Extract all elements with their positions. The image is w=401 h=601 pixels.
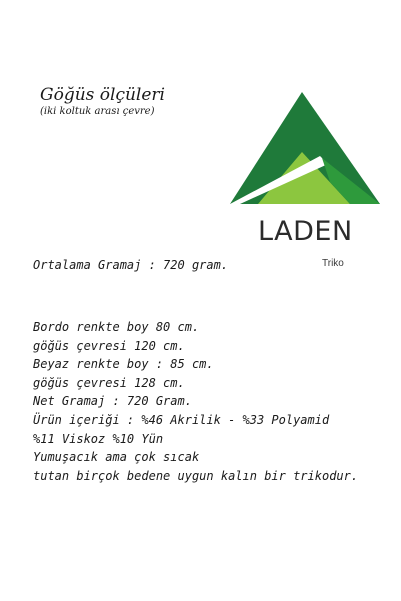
brand-subtitle: Triko — [322, 258, 344, 269]
detail-line: Ürün içeriği : %46 Akrilik - %33 Polyamid — [33, 412, 330, 427]
detail-line: %11 Viskoz %10 Yün — [33, 431, 164, 446]
chest-measurement-subtitle: (iki koltuk arası çevre) — [40, 106, 155, 117]
green-triangle-logo-icon — [230, 92, 380, 204]
detail-line: göğüs çevresi 128 cm. — [33, 375, 185, 390]
brand-name: LADEN — [258, 216, 353, 247]
detail-line: göğüs çevresi 120 cm. — [33, 338, 185, 353]
detail-line: Bordo renkte boy 80 cm. — [33, 320, 200, 334]
detail-line: Net Gramaj : 720 Gram. — [33, 394, 192, 409]
detail-line: tutan birçok bedene uygun kalın bir trikodur. — [33, 468, 359, 483]
detail-line: Yumuşacık ama çok sıcak — [33, 450, 200, 465]
detail-line: Beyaz renkte boy : 85 cm. — [33, 357, 214, 372]
product-details-list — [33, 318, 358, 485]
average-weight: Ortalama Gramaj : 720 gram. — [33, 258, 229, 272]
chest-measurement-title: Göğüs ölçüleri — [40, 85, 165, 105]
